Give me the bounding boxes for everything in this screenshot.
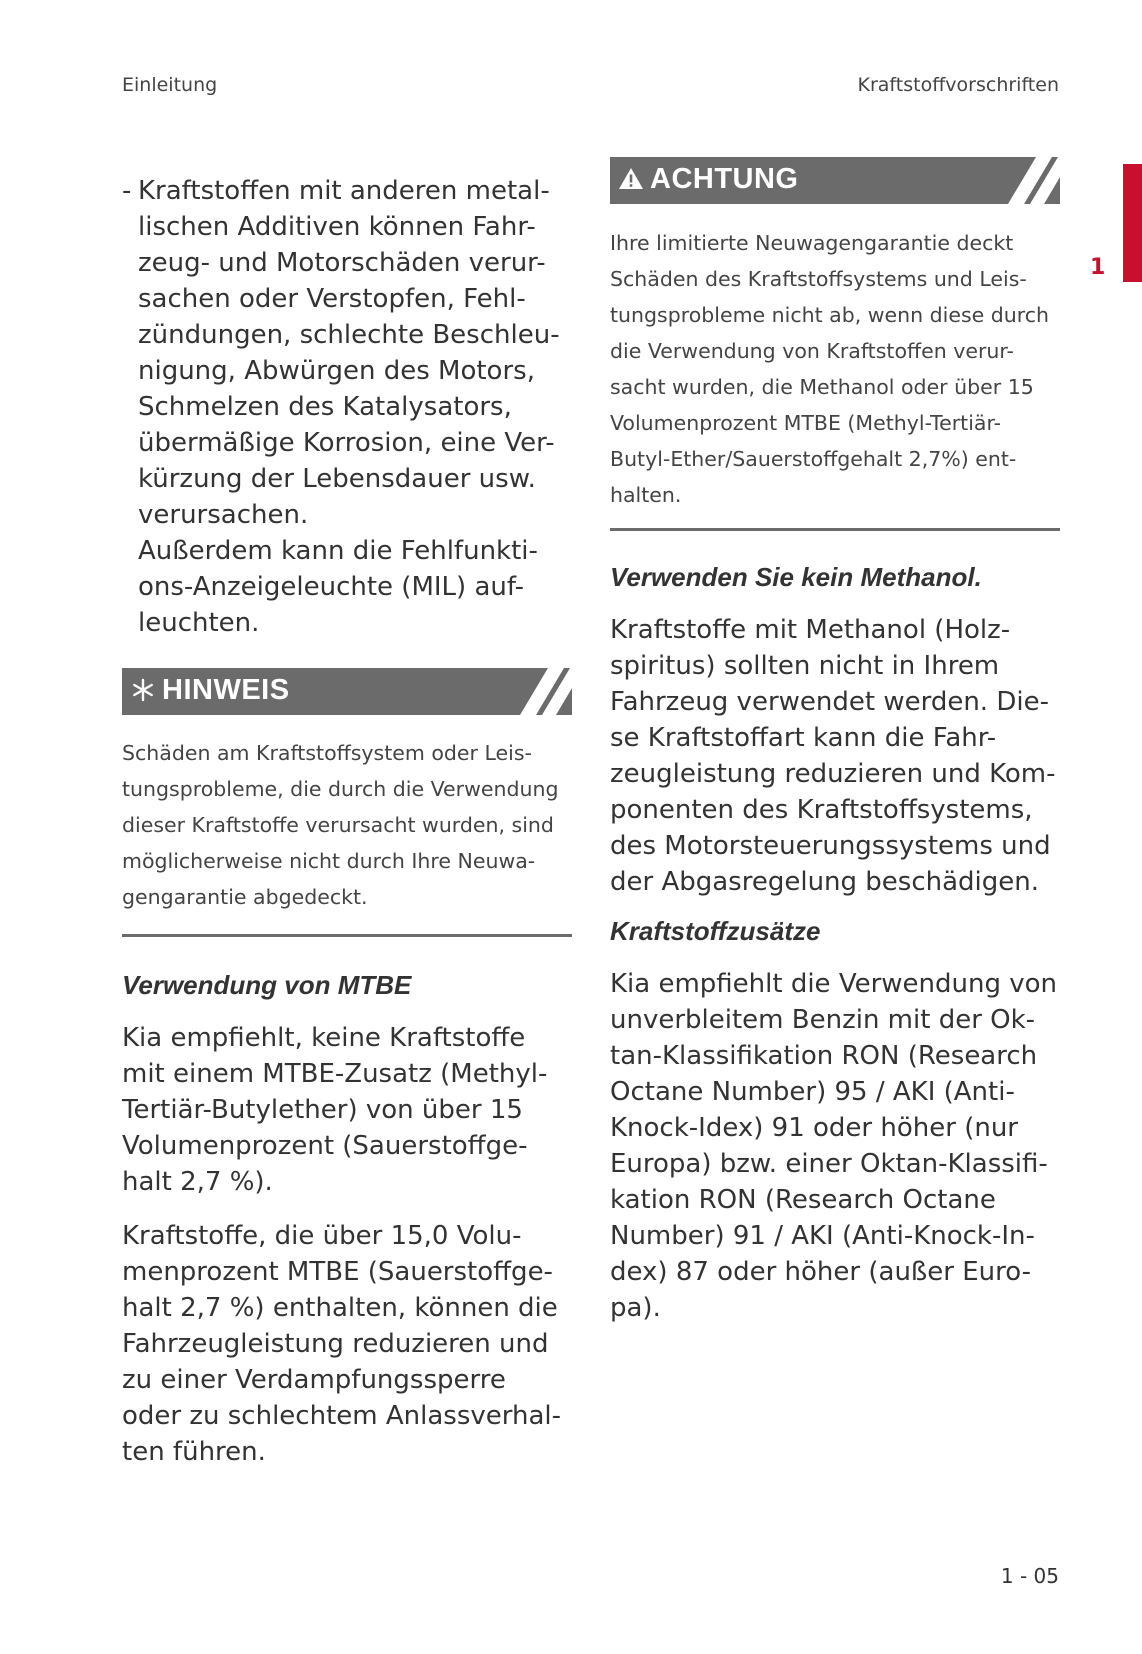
- text-line: oder zu schlechtem Anlassverhal-: [122, 1401, 561, 1431]
- diagonal-stripes-decoration: [492, 668, 572, 715]
- chapter-number: 1: [1090, 255, 1106, 280]
- text-line: ten führen.: [122, 1437, 266, 1467]
- text-line: zündungen, schlechte Beschleu-: [138, 320, 560, 350]
- fuel-additives-heading: Kraftstoffzusätze: [610, 916, 821, 946]
- text-line: zeug- und Motorschäden verur-: [138, 248, 546, 278]
- text-line: ponenten des Kraftstoffsystems,: [610, 795, 1033, 825]
- text-line: übermäßige Korrosion, eine Ver-: [138, 428, 555, 458]
- chapter-tab-marker: [1123, 164, 1142, 282]
- text-line: des Motorsteuerungssystems und: [610, 831, 1051, 861]
- text-line: Volumenprozent MTBE (Methyl-Tertiär-: [610, 411, 1001, 435]
- running-header-right: Kraftstoffvorschriften: [857, 74, 1059, 96]
- hinweis-title: HINWEIS: [162, 674, 290, 706]
- bullet-item-text: [138, 173, 572, 641]
- achtung-title-bar: [610, 157, 1060, 204]
- text-line: ons-Anzeigeleuchte (MIL) auf-: [138, 572, 524, 602]
- text-line: Schäden des Kraftstoffsystems und Leis-: [610, 267, 1027, 291]
- mtbe-paragraph-1: [122, 1020, 547, 1200]
- text-line: Kia empfiehlt die Verwendung von: [610, 969, 1058, 999]
- text-line: Volumenprozent (Sauerstoffge-: [122, 1131, 528, 1161]
- warning-triangle-icon: [618, 166, 644, 192]
- text-line: zeugleistung reduzieren und Kom-: [610, 759, 1056, 789]
- diagonal-stripes-decoration: [980, 157, 1060, 204]
- achtung-body: [610, 225, 1049, 513]
- text-line: mit einem MTBE-Zusatz (Methyl-: [122, 1059, 548, 1089]
- text-line: Schmelzen des Katalysators,: [138, 392, 512, 422]
- text-line: Europa) bzw. einer Oktan-Klassifi-: [610, 1149, 1048, 1179]
- text-line: dex) 87 oder höher (außer Euro-: [610, 1257, 1032, 1287]
- text-line: halten.: [610, 483, 682, 507]
- text-line: verursachen.: [138, 500, 309, 530]
- fuel-additives-paragraph: [610, 966, 1057, 1326]
- text-line: tan-Klassifikation RON (Research: [610, 1041, 1038, 1071]
- text-line: halt 2,7 %).: [122, 1167, 273, 1197]
- text-line: Kraftstoffe mit Methanol (Holz-: [610, 615, 1011, 645]
- methanol-paragraph: [610, 612, 1055, 900]
- text-line: kation RON (Research Octane: [610, 1185, 996, 1215]
- hinweis-bottom-rule: [122, 934, 572, 937]
- text-line: Knock-Idex) 91 oder höher (nur: [610, 1113, 1018, 1143]
- text-line: Butyl-Ether/Sauerstoffgehalt 2,7%) ent-: [610, 447, 1017, 471]
- text-line: Außerdem kann die Fehlfunkti-: [138, 536, 538, 566]
- achtung-bottom-rule: [610, 528, 1060, 531]
- text-line: menprozent MTBE (Sauerstoffge-: [122, 1257, 553, 1287]
- mtbe-heading: Verwendung von MTBE: [122, 970, 412, 1000]
- dash-bullet: -: [122, 176, 132, 206]
- text-line: tungsprobleme, die durch die Verwendung: [122, 777, 559, 801]
- text-line: Number) 91 / AKI (Anti-Knock-In-: [610, 1221, 1035, 1251]
- text-line: nigung, Abwürgen des Motors,: [138, 356, 535, 386]
- text-line: Octane Number) 95 / AKI (Anti-: [610, 1077, 1015, 1107]
- text-line: leuchten.: [138, 608, 260, 638]
- text-line: dieser Kraftstoffe verursacht wurden, sind: [122, 813, 554, 837]
- text-line: pa).: [610, 1293, 661, 1323]
- text-line: Fahrzeug verwendet werden. Die-: [610, 687, 1049, 717]
- text-line: die Verwendung von Kraftstoffen verur-: [610, 339, 1014, 363]
- text-line: halt 2,7 %) enthalten, können die: [122, 1293, 558, 1323]
- text-line: Ihre limitierte Neuwagengarantie deckt: [610, 231, 1014, 255]
- text-line: gengarantie abgedeckt.: [122, 885, 368, 909]
- text-line: kürzung der Lebensdauer usw.: [138, 464, 536, 494]
- page-number: 1 - 05: [1000, 1564, 1059, 1588]
- text-line: möglicherweise nicht durch Ihre Neuwa-: [122, 849, 536, 873]
- text-line: unverbleitem Benzin mit der Ok-: [610, 1005, 1036, 1035]
- text-line: sachen oder Verstopfen, Fehl-: [138, 284, 526, 314]
- text-line: sacht wurden, die Methanol oder über 15: [610, 375, 1034, 399]
- text-line: Kraftstoffen mit anderen metal-: [138, 176, 550, 206]
- asterisk-icon: [130, 677, 156, 703]
- text-line: lischen Additiven können Fahr-: [138, 212, 536, 242]
- text-line: tungsprobleme nicht ab, wenn diese durch: [610, 303, 1050, 327]
- text-line: se Kraftstoffart kann die Fahr-: [610, 723, 997, 753]
- text-line: Schäden am Kraftstoffsystem oder Leis-: [122, 741, 532, 765]
- running-header-left: Einleitung: [122, 74, 218, 96]
- text-line: zu einer Verdampfungssperre: [122, 1365, 506, 1395]
- text-line: Kia empfiehlt, keine Kraftstoffe: [122, 1023, 526, 1053]
- text-line: spiritus) sollten nicht in Ihrem: [610, 651, 1000, 681]
- achtung-title: ACHTUNG: [650, 163, 799, 195]
- text-line: Kraftstoffe, die über 15,0 Volu-: [122, 1221, 522, 1251]
- methanol-heading: Verwenden Sie kein Methanol.: [610, 562, 982, 592]
- hinweis-title-bar: [122, 668, 572, 715]
- text-line: Fahrzeugleistung reduzieren und: [122, 1329, 549, 1359]
- mtbe-paragraph-2: [122, 1218, 561, 1470]
- bullet-item-metallic-additives: [122, 173, 572, 641]
- text-line: Tertiär-Butylether) von über 15: [122, 1095, 523, 1125]
- text-line: der Abgasregelung beschädigen.: [610, 867, 1040, 897]
- hinweis-body: [122, 735, 558, 915]
